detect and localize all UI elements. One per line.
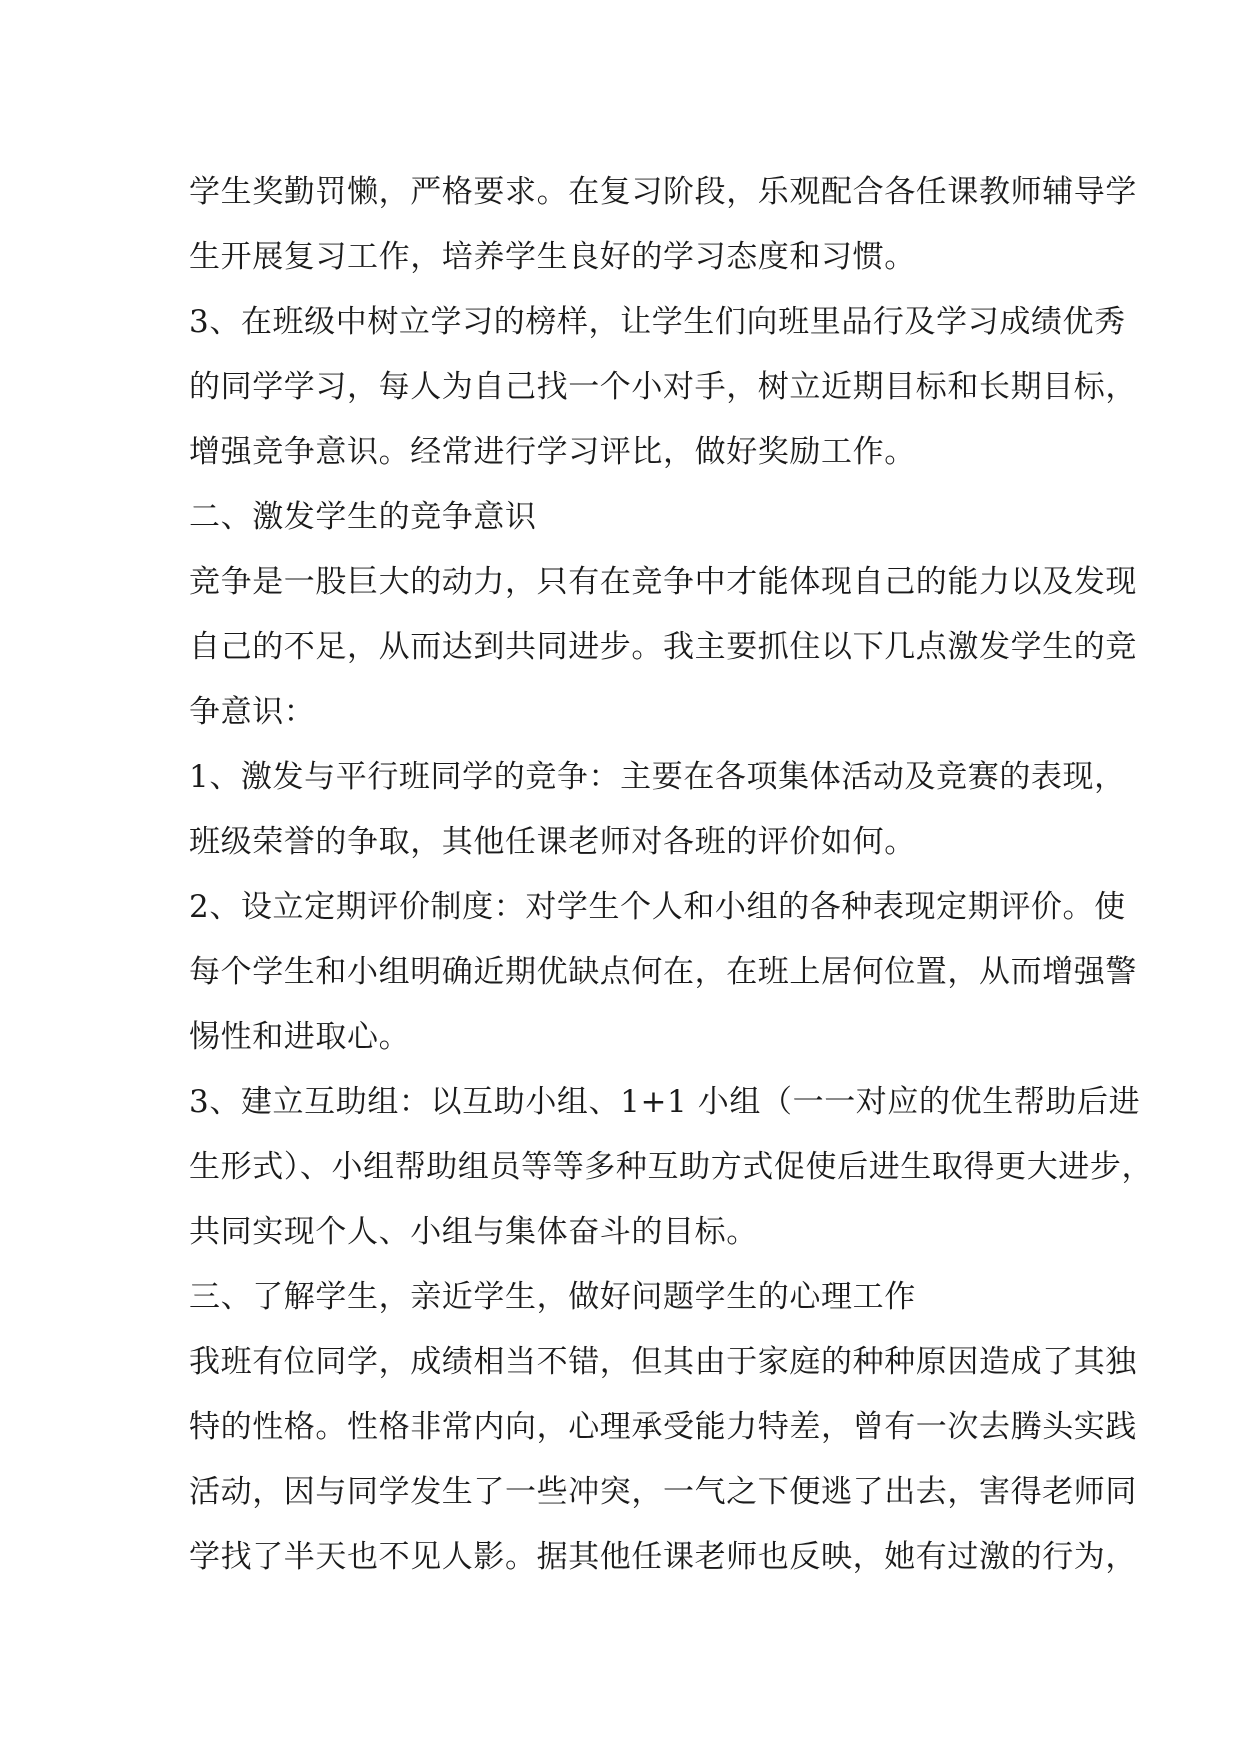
text-line: 特的性格。性格非常内向，心理承受能力特差，曾有一次去腾头实践 bbox=[189, 1409, 1137, 1445]
text-line: 我班有位同学，成绩相当不错，但其由于家庭的种种原因造成了其独 bbox=[189, 1344, 1137, 1380]
body-text bbox=[189, 160, 1154, 1590]
text-line: 学找了半天也不见人影。据其他任课老师也反映，她有过激的行为， bbox=[189, 1539, 1137, 1575]
section-heading: 二、激发学生的竞争意识 bbox=[189, 499, 537, 535]
text-line: 活动，因与同学发生了一些冲突，一气之下便逃了出去，害得老师同 bbox=[189, 1474, 1137, 1510]
text-line: 班级荣誉的争取，其他任课老师对各班的评价如何。 bbox=[189, 824, 916, 860]
text-line: 2、设立定期评价制度：对学生个人和小组的各种表现定期评价。使 bbox=[189, 889, 1126, 925]
text-line: 生开展复习工作，培养学生良好的学习态度和习惯。 bbox=[189, 239, 916, 275]
text-line: 共同实现个人、小组与集体奋斗的目标。 bbox=[189, 1214, 758, 1250]
text-line: 争意识： bbox=[189, 694, 316, 730]
text-line: 生形式）、小组帮助组员等等多种互助方式促使后进生取得更大进步， bbox=[189, 1149, 1154, 1185]
text-line: 增强竞争意识。经常进行学习评比，做好奖励工作。 bbox=[189, 434, 916, 470]
text-line: 学生奖勤罚懒，严格要求。在复习阶段，乐观配合各任课教师辅导学 bbox=[189, 174, 1137, 210]
text-line: 3、在班级中树立学习的榜样，让学生们向班里品行及学习成绩优秀 bbox=[189, 304, 1126, 340]
text-line: 1、激发与平行班同学的竞争：主要在各项集体活动及竞赛的表现， bbox=[189, 759, 1126, 795]
text-line: 惕性和进取心。 bbox=[189, 1019, 411, 1055]
text-line: 3、建立互助组：以互助小组、1+1 小组（一一对应的优生帮助后进 bbox=[189, 1084, 1141, 1120]
text-line: 每个学生和小组明确近期优缺点何在，在班上居何位置，从而增强警 bbox=[189, 954, 1137, 990]
text-line: 竞争是一股巨大的动力，只有在竞争中才能体现自己的能力以及发现 bbox=[189, 564, 1137, 600]
section-heading: 三、了解学生，亲近学生，做好问题学生的心理工作 bbox=[189, 1279, 916, 1315]
text-line: 自己的不足，从而达到共同进步。我主要抓住以下几点激发学生的竞 bbox=[189, 629, 1137, 665]
text-line: 的同学学习，每人为自己找一个小对手，树立近期目标和长期目标， bbox=[189, 369, 1137, 405]
